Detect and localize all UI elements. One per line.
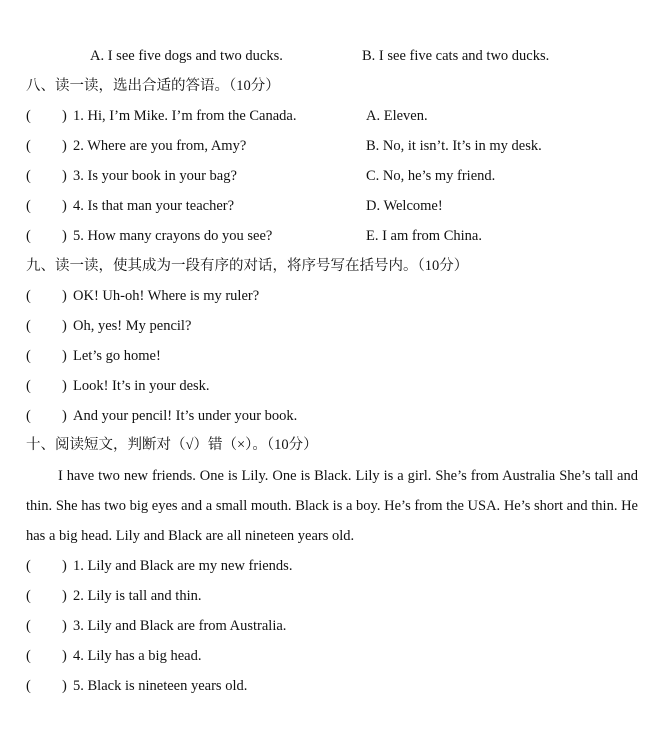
dialogue-line: Look! It’s in your desk. bbox=[73, 378, 210, 394]
answer-paren-close: ) bbox=[62, 408, 67, 424]
answer-paren-open: ( bbox=[26, 288, 31, 304]
answer-paren-open: ( bbox=[26, 408, 31, 424]
section-8-heading: 八、读一读，选出合适的答语。（10分） bbox=[26, 78, 280, 94]
true-false-statement: 4. Lily has a big head. bbox=[73, 648, 202, 664]
true-false-statement: 2. Lily is tall and thin. bbox=[73, 588, 202, 604]
answer-paren-close: ) bbox=[62, 678, 67, 694]
true-false-statement: 1. Lily and Black are my new friends. bbox=[73, 558, 293, 574]
answer-paren-close: ) bbox=[62, 168, 67, 184]
section-8-question: 1. Hi, I’m Mike. I’m from the Canada. bbox=[73, 108, 297, 124]
section-10-heading: 十、阅读短文，判断对（√）错（×）。（10分） bbox=[26, 437, 318, 453]
answer-paren-open: ( bbox=[26, 108, 31, 124]
answer-paren-close: ) bbox=[62, 588, 67, 604]
answer-paren-open: ( bbox=[26, 618, 31, 634]
dialogue-line: Oh, yes! My pencil? bbox=[73, 318, 192, 334]
answer-paren-close: ) bbox=[62, 348, 67, 364]
answer-paren-open: ( bbox=[26, 588, 31, 604]
section-8-question: 3. Is your book in your bag? bbox=[73, 168, 237, 184]
answer-paren-close: ) bbox=[62, 318, 67, 334]
answer-paren-open: ( bbox=[26, 558, 31, 574]
dialogue-line: And your pencil! It’s under your book. bbox=[73, 408, 298, 424]
dialogue-line: OK! Uh-oh! Where is my ruler? bbox=[73, 288, 260, 304]
section-8-question: 2. Where are you from, Amy? bbox=[73, 138, 247, 154]
answer-paren-close: ) bbox=[62, 558, 67, 574]
answer-paren-close: ) bbox=[62, 108, 67, 124]
answer-paren-close: ) bbox=[62, 648, 67, 664]
option-a: A. I see five dogs and two ducks. bbox=[90, 48, 283, 64]
section-8-answer-option: B. No, it isn’t. It’s in my desk. bbox=[366, 138, 542, 154]
answer-paren-close: ) bbox=[62, 138, 67, 154]
answer-paren-open: ( bbox=[26, 318, 31, 334]
section-8-answer-option: D. Welcome! bbox=[366, 198, 443, 214]
answer-paren-open: ( bbox=[26, 678, 31, 694]
section-8-answer-option: A. Eleven. bbox=[366, 108, 428, 124]
answer-paren-close: ) bbox=[62, 618, 67, 634]
true-false-statement: 3. Lily and Black are from Australia. bbox=[73, 618, 287, 634]
answer-paren-open: ( bbox=[26, 168, 31, 184]
option-b: B. I see five cats and two ducks. bbox=[362, 48, 550, 64]
section-8-answer-option: E. I am from China. bbox=[366, 228, 482, 244]
section-8-question: 4. Is that man your teacher? bbox=[73, 198, 235, 214]
section-8-answer-option: C. No, he’s my friend. bbox=[366, 168, 496, 184]
answer-paren-close: ) bbox=[62, 228, 67, 244]
reading-passage bbox=[26, 461, 638, 551]
section-8-question: 5. How many crayons do you see? bbox=[73, 228, 273, 244]
answer-paren-open: ( bbox=[26, 198, 31, 214]
section-9-heading: 九、读一读，使其成为一段有序的对话，将序号写在括号内。（10分） bbox=[26, 258, 469, 274]
reading-passage-text: I have two new friends. One is Lily. One is Black. Lily is a girl. She’s from Australia She’s tall and thin. She has two big eyes and a small mouth. Black is a boy. He’s from the USA. He’s short and thin. He has a big head. Lily and Black are all nineteen years old. bbox=[26, 468, 638, 544]
answer-paren-open: ( bbox=[26, 348, 31, 364]
answer-paren-close: ) bbox=[62, 378, 67, 394]
true-false-statement: 5. Black is nineteen years old. bbox=[73, 678, 248, 694]
dialogue-line: Let’s go home! bbox=[73, 348, 161, 364]
answer-paren-open: ( bbox=[26, 228, 31, 244]
answer-paren-open: ( bbox=[26, 138, 31, 154]
answer-paren-close: ) bbox=[62, 288, 67, 304]
answer-paren-close: ) bbox=[62, 198, 67, 214]
answer-paren-open: ( bbox=[26, 648, 31, 664]
answer-paren-open: ( bbox=[26, 378, 31, 394]
